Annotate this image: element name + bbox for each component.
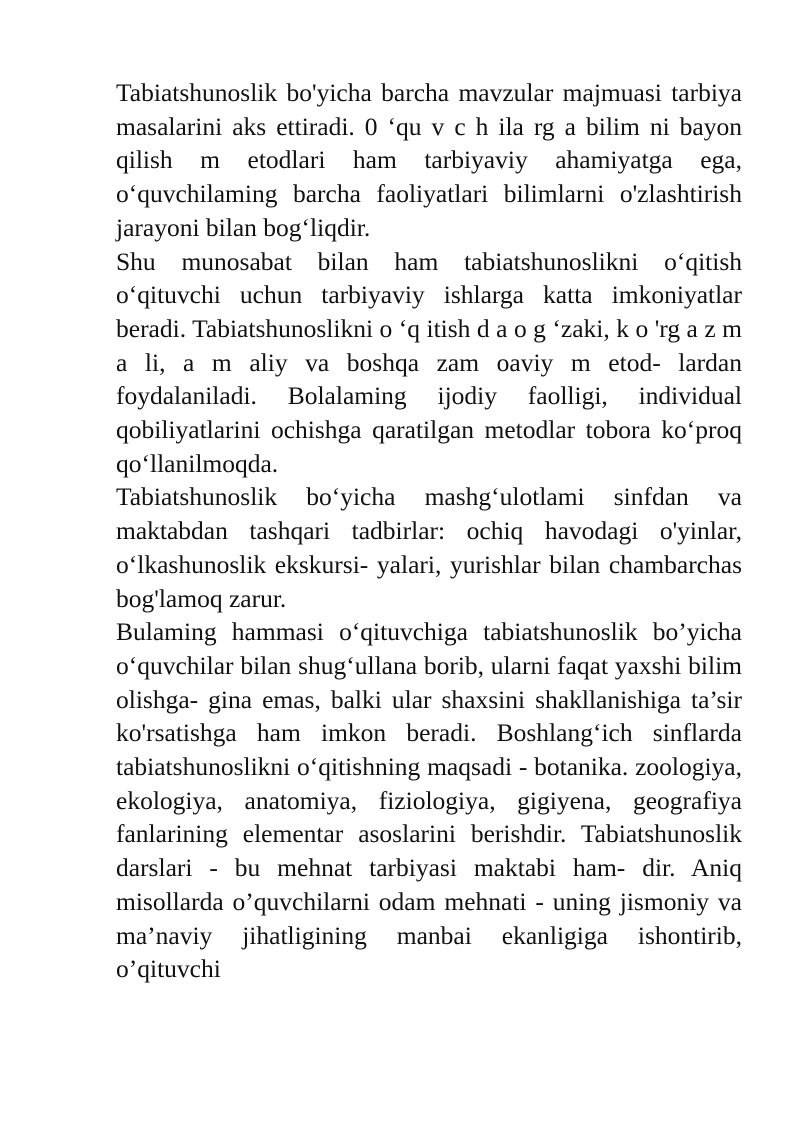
paragraph-1: Tabiatshunoslik bo'yicha barcha mavzular majmuasi tarbiya masalarini aks ettiradi. 0 ‘qu v c h ila rg a bilim ni bayon qilish m etodlari ham tarbiyaviy ahamiyatga ega, o‘quvchilaming barcha faoliyatlari bilimlarni o'zlashtirish jarayoni bilan bog‘liqdir. [116, 78, 742, 242]
paragraph-2: Shu munosabat bilan ham tabiatshunoslikni o‘qitish o‘qituvchi uchun tarbiyaviy ishlarga katta imkoniyatlar beradi. Tabiatshunoslikni o ‘q itish d a o g ‘zaki, k o 'rg a z m a li, a m aliy va boshqa zam oaviy m etod- lardan foydalaniladi. Bolalaming ijodiy faolligi, individual qobiliyatlarini ochishga qaratilgan metodlar tobora ko‘proq qo‘llanilmoqda. [116, 246, 742, 478]
body-text [116, 76, 742, 986]
paragraph-3: Tabiatshunoslik bo‘yicha mashg‘ulotlami sinfdan va maktabdan tashqari tadbirlar: ochiq havodagi o'yinlar, o‘lkashunoslik ekskursi- yalari, yurishlar bilan chambarchas bog'lamoq zarur. [116, 482, 742, 613]
paragraph-4: Bulaming hammasi o‘qituvchiga tabiatshunoslik bo’yicha o‘quvchilar bilan shug‘ullana borib, ularni faqat yaxshi bilim olishga- gina emas, balki ular shaxsini shakllanishiga ta’sir ko'rsatishga ham imkon beradi. Boshlang‘ich sinflarda tabiatshunoslikni o‘qitishning maqsadi - botanika. zoologiya, ekologiya, anatomiya, fiziologiya, gigiyena, geografiya fanlarining elementar asoslarini berishdir. Tabiatshunoslik darslari - bu mehnat tarbiyasi maktabi ham- dir. Aniq misollarda o’quvchilarni odam mehnati - uning jismoniy va ma’naviy jihatligining manbai ekanligiga ishontirib, o’qituvchi [116, 617, 742, 984]
